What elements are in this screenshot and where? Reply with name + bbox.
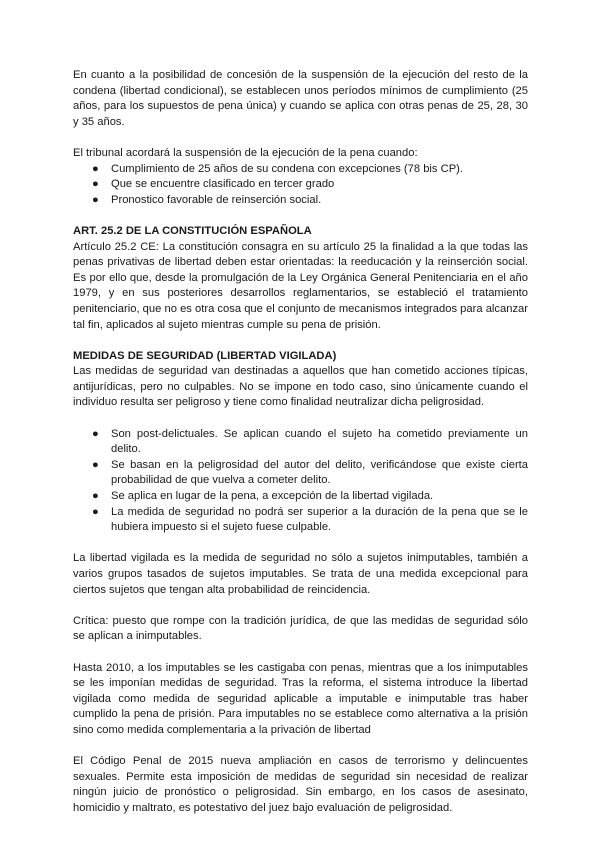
paragraph-reforma-2010: Hasta 2010, a los imputables se les castigaba con penas, mientras que a los inimputables se les imponían medidas de seguridad. Tras la reforma, el sistema introduce la libertad vigilada como medida de seguridad aplicable a imputable e inimputable tras haber cumplido la pena de prisión. Para imputables no se establece como alternativa a la prisión sino como medida complementaria a la privación de libertad <box>73 661 528 736</box>
paragraph-medidas-seguridad: Las medidas de seguridad van destinadas a aquellos que han cometido acciones típicas, antijurídicas, pero no culpables. No se impone en todo caso, sino únicamente cuando el individuo resulta ser peligroso y tiene como finalidad neutralizar dicha peligrosidad. <box>73 365 528 409</box>
list-item: ● Pronostico favorable de reinserción social. <box>111 193 528 209</box>
heading-medidas-seguridad: MEDIDAS DE SEGURIDAD (LIBERTAD VIGILADA) <box>73 349 337 362</box>
list-item: ● Se basan en la peligrosidad del autor del delito, verificándose que existe cierta probabilidad de que vuelva a cometer delito. <box>92 458 528 487</box>
bullet-icon: ● <box>92 490 99 503</box>
paragraph-libertad-condicional: En cuanto a la posibilidad de concesión de la suspensión de la ejecución del resto de la condena (libertad condicional), se establecen unos períodos mínimos de cumplimiento (25 años, para los supuestos de pena única) y cuando se aplica con otras penas de 25, 28, 30 y 35 años. <box>73 69 528 128</box>
list-item: ● La medida de seguridad no podrá ser superior a la duración de la pena que se le hubiera impuesto si el sujeto fuese culpable. <box>92 505 528 534</box>
list-item: ● Que se encuentre clasificado en tercer grado <box>111 177 528 193</box>
bullet-icon: ● <box>92 193 99 206</box>
bullet-icon: ● <box>92 505 99 518</box>
bullet-icon: ● <box>92 162 99 175</box>
bullet-icon: ● <box>92 458 99 471</box>
list-item: ● Cumplimiento de 25 años de su condena con excepciones (78 bis CP). <box>111 162 528 178</box>
list-item: ● Se aplica en lugar de la pena, a excepción de la libertad vigilada. <box>111 489 528 505</box>
paragraph-critica: Crítica: puesto que rompe con la tradición jurídica, de que las medidas de seguridad sólo se aplican a inimputables. <box>73 614 528 643</box>
heading-art-25-2: ART. 25.2 DE LA CONSTITUCIÓN ESPAÑOLA <box>73 224 312 237</box>
paragraph-art-25-2: Artículo 25.2 CE: La constitución consagra en su artículo 25 la finalidad a la que todas las penas privativas de libertad deben estar orientadas: la reeducación y la reinserción social. Es por ello que, desde la promulgación de la Ley Orgánica General Penitenciaria en el año 1979, y en sus posteriores desarrollos reglamentarios, se estableció el tratamiento penitenciario, que no es otra cosa que el conjunto de mecanismos integrados para alcanzar tal fin, aplicados al sujeto mientras cumple su pena de prisión. <box>73 240 528 331</box>
list-requisitos <box>73 162 528 209</box>
paragraph-tribunal: El tribunal acordará la suspensión de la ejecución de la pena cuando: <box>73 146 418 159</box>
list-item: ● Son post-delictuales. Se aplican cuando el sujeto ha cometido previamente un delito. <box>92 427 528 456</box>
list-caracteristicas <box>73 427 528 536</box>
bullet-icon: ● <box>92 178 99 191</box>
paragraph-codigo-penal-2015: El Código Penal de 2015 nueva ampliación en casos de terrorismo y delincuentes sexuales. Permite esta imposición de medidas de seguridad sin necesidad de realizar ningún juicio de pronóstico o peligrosidad. Sin embargo, en los casos de asesinato, homicidio y maltrato, es potestativo del juez bajo evaluación de peligrosidad. <box>73 755 528 814</box>
bullet-icon: ● <box>92 427 99 440</box>
paragraph-libertad-vigilada: La libertad vigilada es la medida de seguridad no sólo a sujetos inimputables, también a varios grupos tasados de sujetos imputables. Se trata de una medida excepcional para ciertos sujetos que tengan alta probabilidad de reincidencia. <box>73 552 528 596</box>
